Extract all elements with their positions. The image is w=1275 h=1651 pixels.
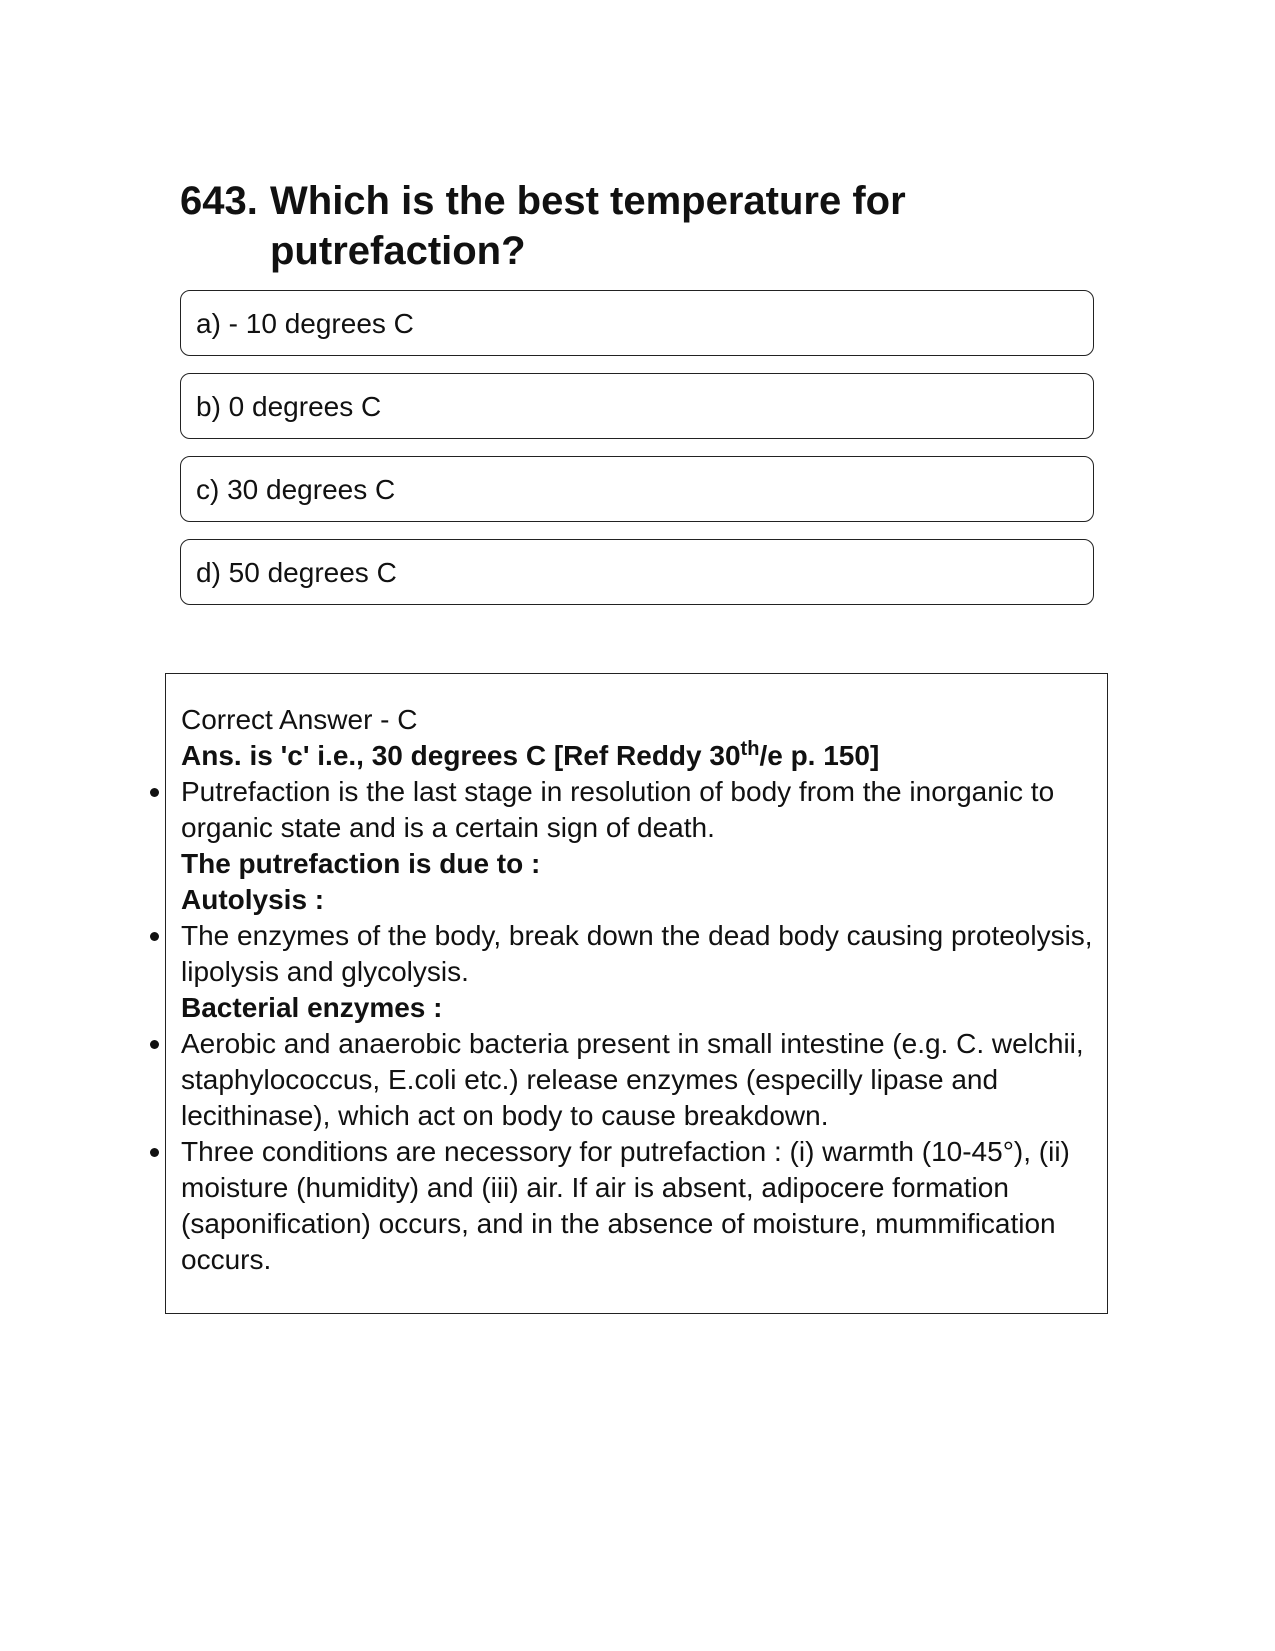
answer-reference-line	[181, 738, 1096, 774]
bullet-dot-icon	[150, 932, 159, 941]
bullet-putrefaction-conditions	[181, 1134, 1096, 1278]
option-b[interactable]: b) 0 degrees C	[180, 373, 1094, 439]
bullet-dot-icon	[150, 1148, 159, 1157]
correct-answer-line: Correct Answer - C	[181, 704, 418, 735]
subheading-bacterial-enzymes: Bacterial enzymes :	[181, 992, 443, 1023]
bullet-text: Aerobic and anaerobic bacteria present in small intestine (e.g. C. welchii, staphylococcus, E.coli etc.) release enzymes (especilly lipase and lecithinase), which act on body to cause breakdown.	[181, 1028, 1084, 1131]
bullet-text: Putrefaction is the last stage in resolution of body from the inorganic to organic state and is a certain sign of death.	[181, 776, 1055, 843]
answer-reference-text: Ans. is 'c' i.e., 30 degrees C [Ref Reddy 30	[181, 740, 741, 771]
bullet-text: Three conditions are necessory for putrefaction : (i) warmth (10-45°), (ii) moisture (humidity) and (iii) air. If air is absent, adipocere formation (saponification) occurs, and in the absence of moisture, mummification occurs.	[181, 1136, 1070, 1275]
question-number: 643.	[180, 179, 258, 223]
bullet-autolysis	[181, 918, 1096, 990]
answer-explanation-content	[181, 702, 1096, 1278]
question-heading	[180, 176, 980, 276]
option-c[interactable]: c) 30 degrees C	[180, 456, 1094, 522]
subheading-autolysis: Autolysis :	[181, 884, 325, 915]
bullet-dot-icon	[150, 788, 159, 797]
bullet-dot-icon	[150, 1040, 159, 1049]
bullet-bacterial-enzymes	[181, 1026, 1096, 1134]
bullet-text: The enzymes of the body, break down the dead body causing proteolysis, lipolysis and glycolysis.	[181, 920, 1093, 987]
edition-superscript: th	[740, 738, 760, 760]
question-text: Which is the best temperature for putrefaction?	[270, 179, 906, 273]
option-d[interactable]: d) 50 degrees C	[180, 539, 1094, 605]
option-a[interactable]: a) - 10 degrees C	[180, 290, 1094, 356]
bullet-putrefaction-definition	[181, 774, 1096, 846]
answer-reference-page: /e p. 150]	[759, 740, 880, 771]
subheading-putrefaction-cause: The putrefaction is due to :	[181, 848, 541, 879]
